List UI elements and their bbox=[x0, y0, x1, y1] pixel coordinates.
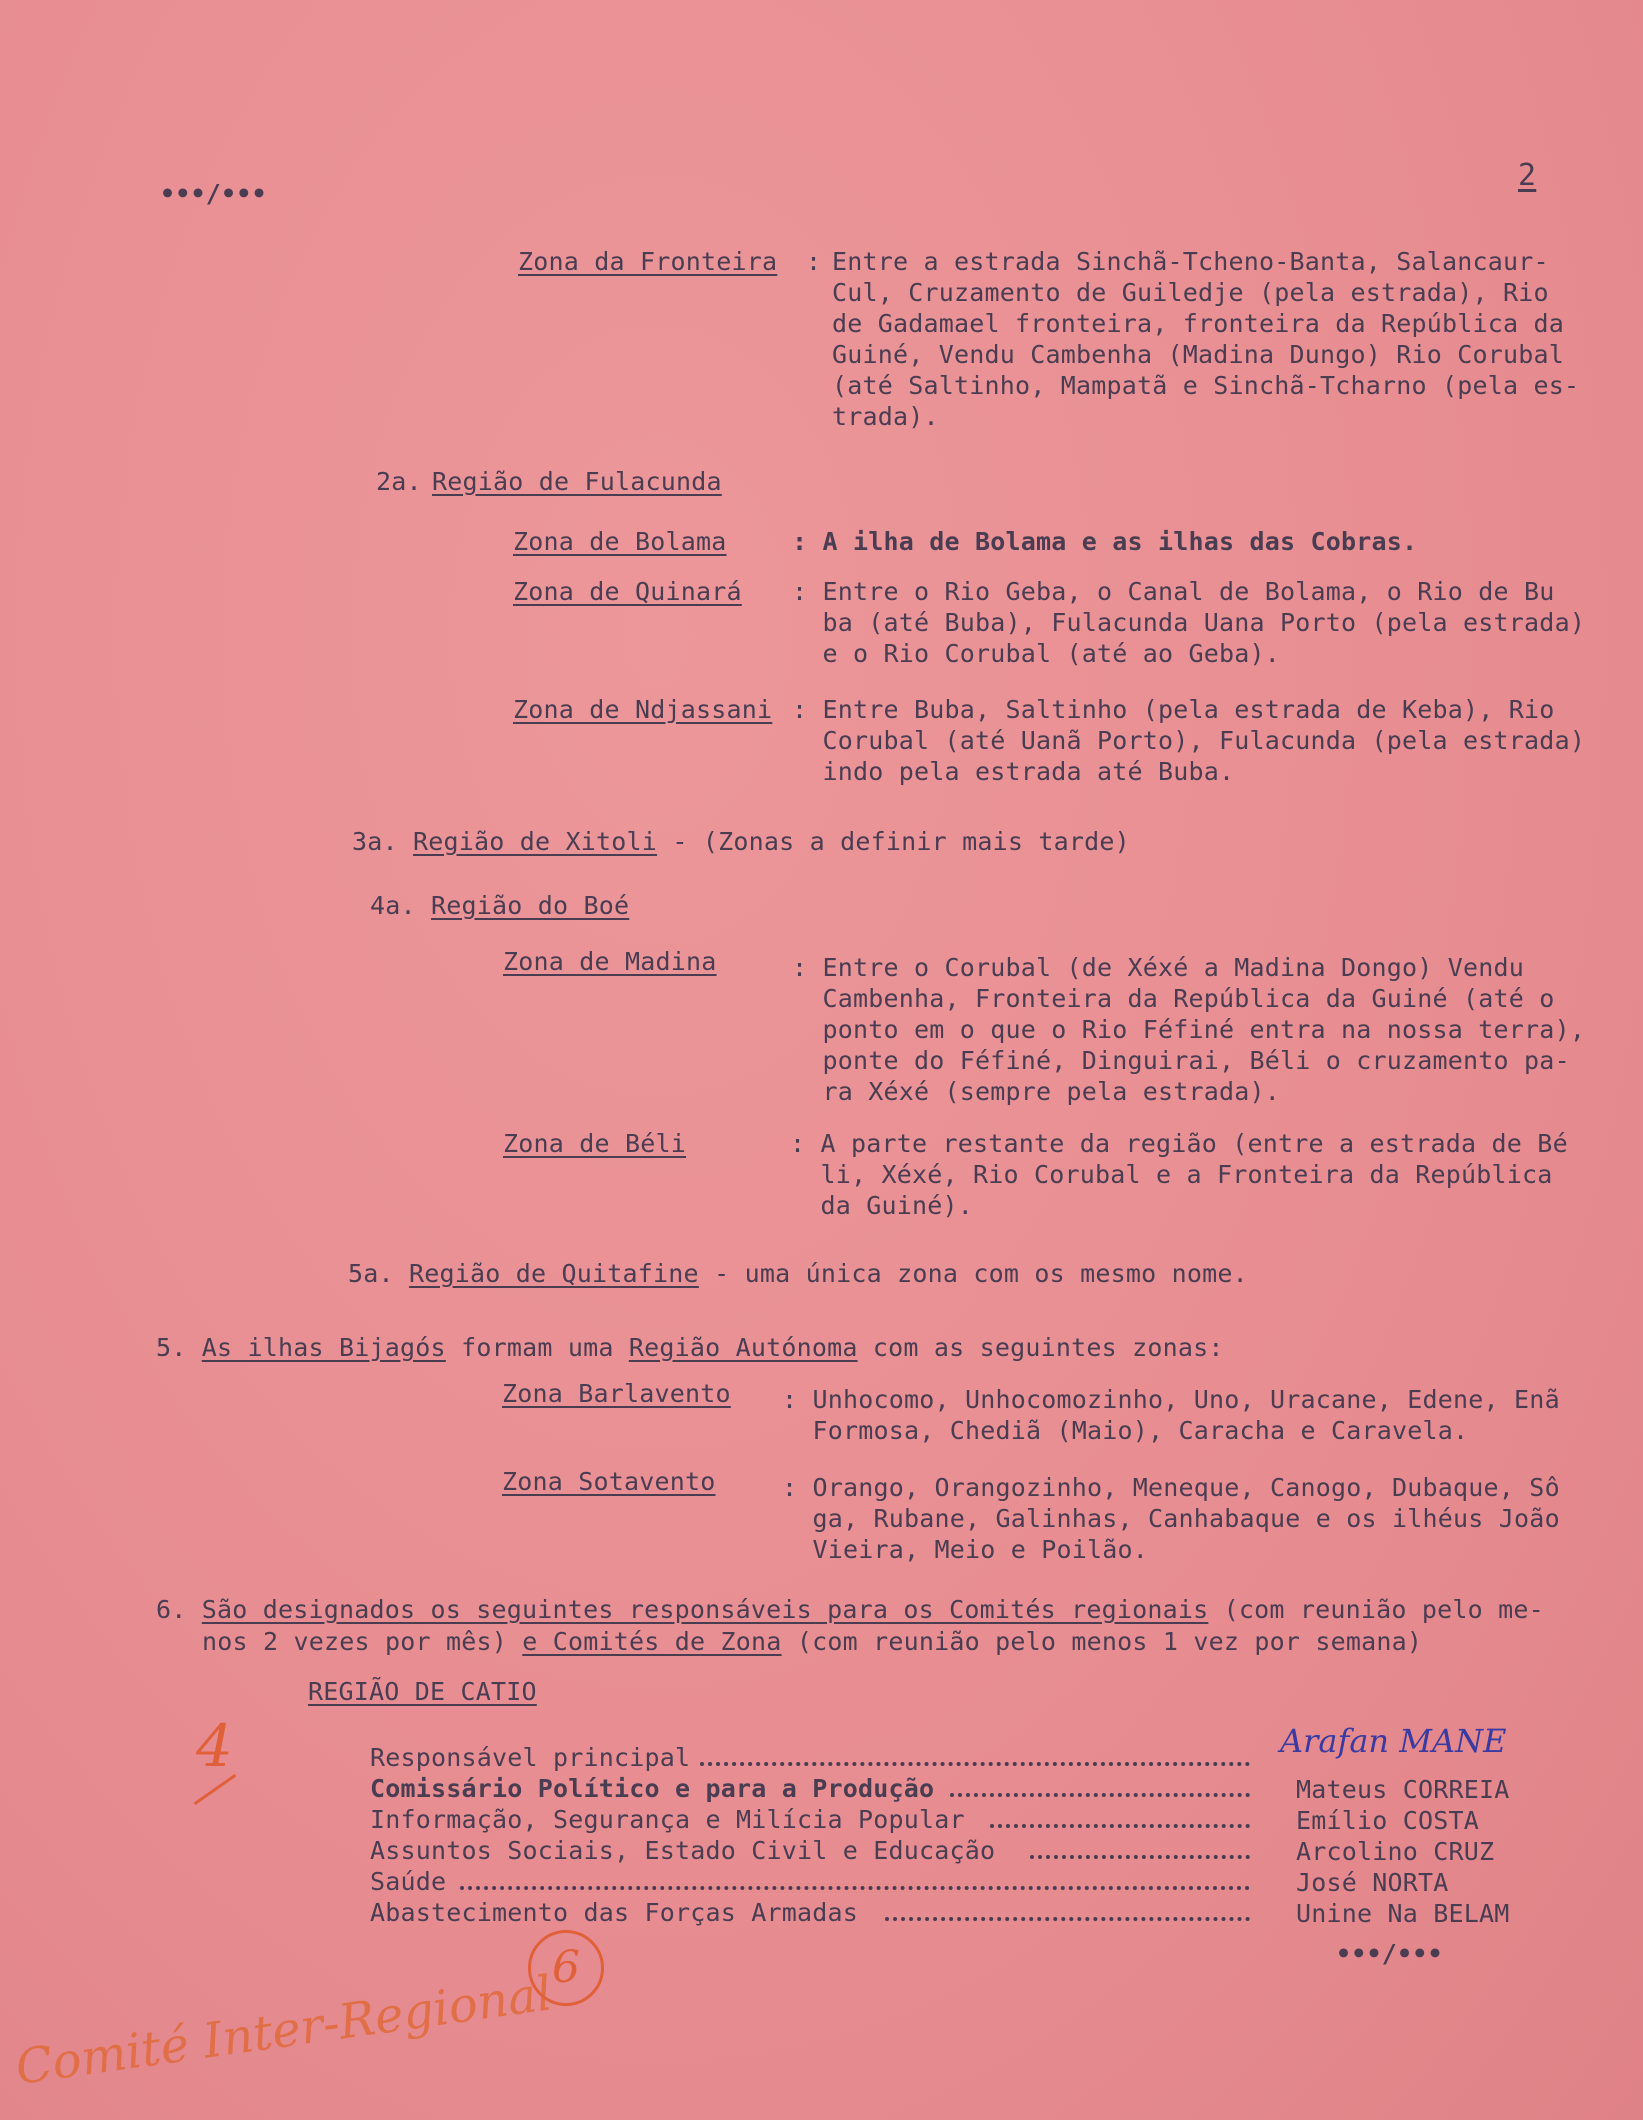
item-6-zone-committees: e Comités de Zona bbox=[522, 1627, 782, 1656]
leader-dots bbox=[1030, 1855, 1250, 1859]
text-line: li, Xéxé, Rio Corubal e a Fronteira da República bbox=[790, 1160, 1553, 1189]
role-row bbox=[370, 1835, 1250, 1866]
role-label: Responsável principal bbox=[370, 1743, 691, 1772]
zone-label-fronteira: Zona da Fronteira bbox=[518, 247, 778, 276]
text-line: : Unhocomo, Unhocomozinho, Uno, Uracane, Edene, Enã bbox=[782, 1385, 1560, 1414]
zone-description-bolama: : A ilha de Bolama e as ilhas das Cobras. bbox=[792, 527, 1418, 556]
item-number: 5. bbox=[156, 1333, 187, 1362]
leader-dots bbox=[990, 1824, 1250, 1828]
handwritten-note: Comité Inter-Regional bbox=[12, 1965, 556, 2096]
region-line-xitoli bbox=[352, 826, 1130, 857]
text-line: de Gadamael fronteira, fronteira da República da bbox=[832, 309, 1565, 338]
leader-dots bbox=[460, 1886, 1250, 1890]
text-line: ra Xéxé (sempre pela estrada). bbox=[792, 1077, 1281, 1106]
role-label: Informação, Segurança e Milícia Popular bbox=[370, 1805, 965, 1834]
names-list bbox=[1296, 1774, 1510, 1929]
region-title-xitoli: Região de Xitoli bbox=[413, 827, 658, 856]
text-line: ga, Rubane, Galinhas, Canhabaque e os ilhéus João bbox=[782, 1504, 1560, 1533]
item-6-line-2 bbox=[202, 1626, 1422, 1657]
text-line: indo pela estrada até Buba. bbox=[792, 757, 1235, 786]
text-line: Cambenha, Fronteira da República da Guiné (até o bbox=[792, 984, 1555, 1013]
region-title-fulacunda: Região de Fulacunda bbox=[432, 467, 722, 496]
region-line-quitafine bbox=[348, 1258, 1248, 1289]
text-fragment: formam uma bbox=[445, 1333, 629, 1362]
text-line: Guiné, Vendu Cambenha (Madina Dungo) Rio Corubal bbox=[832, 340, 1565, 369]
text-line: : Entre o Rio Geba, o Canal de Bolama, o Rio de Bu bbox=[792, 577, 1555, 606]
text-line: Entre a estrada Sinchã-Tcheno-Banta, Salancaur- bbox=[832, 247, 1549, 276]
leader-dots bbox=[950, 1793, 1250, 1797]
zone-label-ndjassani: Zona de Ndjassani bbox=[513, 695, 773, 724]
role-row bbox=[370, 1773, 1250, 1804]
zone-description-beli bbox=[790, 1128, 1568, 1221]
item-5-object: Região Autónoma bbox=[628, 1333, 858, 1362]
region-note: - uma única zona com os mesmo nome. bbox=[698, 1259, 1248, 1288]
item-5-subject: As ilhas Bijagós bbox=[201, 1333, 446, 1362]
text-line: : Entre Buba, Saltinho (pela estrada de Keba), Rio bbox=[792, 695, 1555, 724]
zone-label-madina: Zona de Madina bbox=[503, 947, 717, 976]
role-label: Comissário Político e para a Produção bbox=[370, 1774, 935, 1803]
zone-description-barlavento bbox=[782, 1384, 1560, 1446]
region-note: - (Zonas a definir mais tarde) bbox=[657, 827, 1130, 856]
zone-label-quinara: Zona de Quinará bbox=[513, 577, 742, 606]
text-line: : A parte restante da região (entre a estrada de Bé bbox=[790, 1129, 1568, 1158]
zone-description-ndjassani bbox=[792, 694, 1585, 787]
text-line: (até Saltinho, Mampatã e Sinchã-Tcharno (pela es- bbox=[832, 371, 1580, 400]
text-line: ponto em o que o Rio Féfiné entra na nossa terra), bbox=[792, 1015, 1586, 1044]
item-6-line-1 bbox=[156, 1594, 1544, 1625]
continuation-mark-top: •••/••• bbox=[160, 179, 267, 208]
person-name: José NORTA bbox=[1296, 1868, 1449, 1897]
role-label: Assuntos Sociais, Estado Civil e Educação bbox=[370, 1836, 996, 1865]
region-number: 3a. bbox=[352, 827, 398, 856]
region-title-boe: Região do Boé bbox=[431, 891, 630, 920]
text-line: ponte do Féfiné, Dinguirai, Béli o cruzamento pa- bbox=[792, 1046, 1570, 1075]
item-5-line bbox=[156, 1332, 1224, 1363]
text-line: : Entre o Corubal (de Xéxé a Madina Dongo) Vendu bbox=[792, 953, 1525, 982]
circled-number-annotation: 6 bbox=[528, 1930, 604, 2006]
text-line: Cul, Cruzamento de Guiledje (pela estrada), Rio bbox=[832, 278, 1549, 307]
zone-colon: : bbox=[806, 247, 822, 276]
text-fragment: (com reunião pelo me- bbox=[1208, 1595, 1544, 1624]
role-row bbox=[370, 1804, 1250, 1835]
region-title-quitafine: Região de Quitafine bbox=[409, 1259, 699, 1288]
zone-description-sotavento bbox=[782, 1472, 1560, 1565]
zone-description-quinara bbox=[792, 576, 1585, 669]
text-fragment: nos 2 vezes por mês) bbox=[202, 1627, 523, 1656]
zone-description-madina bbox=[792, 952, 1585, 1107]
region-line-boe bbox=[370, 890, 629, 921]
zone-label-beli: Zona de Béli bbox=[503, 1129, 687, 1158]
page-number: 2 bbox=[1518, 158, 1537, 193]
handwritten-name: Arafan MANE bbox=[1280, 1722, 1507, 1760]
text-fragment: com as seguintes zonas: bbox=[857, 1333, 1224, 1362]
item-number: 6. bbox=[156, 1595, 187, 1624]
zone-label-bolama: Zona de Bolama bbox=[513, 527, 727, 556]
person-name: Mateus CORREIA bbox=[1296, 1775, 1510, 1804]
role-row bbox=[370, 1742, 1250, 1773]
text-line: trada). bbox=[832, 402, 939, 431]
text-line: ba (até Buba), Fulacunda Uana Porto (pela estrada) bbox=[792, 608, 1586, 637]
item-6-heading: São designados os seguintes responsáveis para os Comités regionais bbox=[201, 1595, 1209, 1624]
text-line: : Orango, Orangozinho, Meneque, Canogo, Dubaque, Sô bbox=[782, 1473, 1560, 1502]
text-line: da Guiné). bbox=[790, 1191, 974, 1220]
person-name: Unine Na BELAM bbox=[1296, 1899, 1510, 1928]
role-label: Abastecimento das Forças Armadas bbox=[370, 1898, 859, 1927]
section-title-catio: REGIÃO DE CATIO bbox=[308, 1677, 537, 1706]
text-line: Formosa, Chediã (Maio), Caracha e Caravela. bbox=[782, 1416, 1469, 1445]
region-number: 4a. bbox=[370, 891, 416, 920]
role-row bbox=[370, 1897, 1250, 1928]
person-name: Arcolino CRUZ bbox=[1296, 1837, 1495, 1866]
text-line: Corubal (até Uanã Porto), Fulacunda (pela estrada) bbox=[792, 726, 1586, 755]
zone-label-sotavento: Zona Sotavento bbox=[502, 1467, 716, 1496]
zone-label-barlavento: Zona Barlavento bbox=[502, 1379, 731, 1408]
role-label: Saúde bbox=[370, 1867, 447, 1896]
continuation-mark-bottom: •••/••• bbox=[1336, 1939, 1443, 1968]
text-fragment: (com reunião pelo menos 1 vez por semana) bbox=[781, 1627, 1423, 1656]
text-line: e o Rio Corubal (até ao Geba). bbox=[792, 639, 1281, 668]
role-row bbox=[370, 1866, 1250, 1897]
person-name: Emílio COSTA bbox=[1296, 1806, 1480, 1835]
region-number: 2a. bbox=[376, 467, 422, 496]
text-line: Vieira, Meio e Poilão. bbox=[782, 1535, 1149, 1564]
roles-list bbox=[370, 1742, 1250, 1928]
margin-number-annotation: 4 bbox=[196, 1712, 233, 1780]
leader-dots bbox=[700, 1762, 1250, 1766]
leader-dots bbox=[885, 1917, 1250, 1921]
region-number: 5a. bbox=[348, 1259, 394, 1288]
zone-description-fronteira bbox=[832, 246, 1579, 432]
